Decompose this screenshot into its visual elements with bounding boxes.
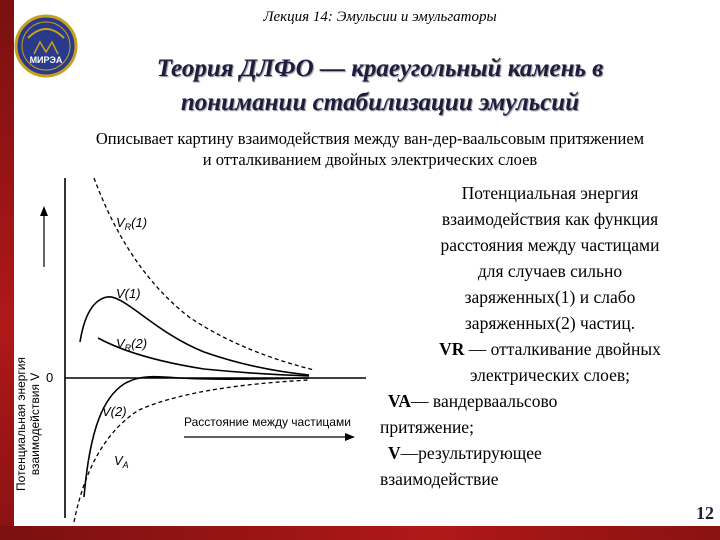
desc-line-4: для случаев сильно: [477, 261, 623, 281]
y-axis-label-2: взаимодействия V: [28, 372, 42, 476]
svg-text:МИРЭА: МИРЭА: [29, 55, 63, 65]
desc-line-12: взаимодействие: [380, 469, 499, 489]
subtitle-line-2: и отталкиванием двойных электрических слоев: [202, 150, 538, 169]
title-line-2: понимании стабилизации эмульсий: [180, 89, 580, 116]
va-term: VA: [388, 391, 412, 411]
desc-line-6: заряженных(2) частиц.: [464, 313, 636, 333]
page-number: 12: [696, 503, 714, 523]
slide-subtitle: [22, 128, 718, 170]
desc-line-5: заряженных(1) и слабо: [464, 287, 636, 307]
desc-line-v: [380, 440, 720, 466]
desc-line-1: Потенциальная энергия: [461, 183, 639, 203]
y-axis-arrowhead: [40, 206, 48, 216]
label-va: $V_A$: [114, 453, 129, 470]
y-axis-label-1: Потенциальная энергия: [14, 356, 28, 492]
va-definition: — вандерваальсово: [411, 391, 558, 411]
label-vr1: $V_R(1)$: [116, 215, 148, 232]
x-axis-arrowhead: [345, 433, 355, 441]
desc-line-2: взаимодействия как функция: [441, 209, 659, 229]
label-vr2: $V_R(2)$: [116, 336, 148, 353]
curve-v1: [80, 297, 309, 375]
label-v2: V(2): [102, 404, 127, 419]
label-v1: V(1): [116, 286, 141, 301]
v-term: V: [388, 443, 401, 463]
v-definition: —результирующее: [400, 443, 542, 463]
curve-vr1: [94, 178, 314, 370]
desc-line-va: [380, 388, 720, 414]
lecture-header: Лекция 14: Эмульсии и эмульгаторы: [263, 9, 497, 25]
bottom-accent-bar: [0, 526, 720, 540]
description-text: [380, 180, 720, 492]
mirea-logo: [14, 14, 78, 78]
slide-title: [90, 52, 670, 120]
desc-line-10: притяжение;: [380, 417, 474, 437]
subtitle-line-1: Описывает картину взаимодействия между ван-дер-ваальсовым притяжением: [95, 129, 645, 148]
zero-label: 0: [46, 370, 54, 385]
left-accent-bar: [0, 0, 14, 540]
curve-va: [74, 380, 309, 522]
vr-definition: — отталкивание двойных: [464, 339, 661, 359]
dlvo-diagram: [14, 172, 366, 526]
title-line-1: Теория ДЛФО — краеугольный камень в: [156, 55, 604, 82]
desc-line-3: расстояния между частицами: [440, 235, 660, 255]
x-axis-label: Расстояние между частицами: [184, 415, 351, 429]
desc-line-8: электрических слоев;: [469, 365, 631, 385]
desc-line-vr: [380, 336, 720, 362]
vr-term: VR: [439, 339, 465, 359]
